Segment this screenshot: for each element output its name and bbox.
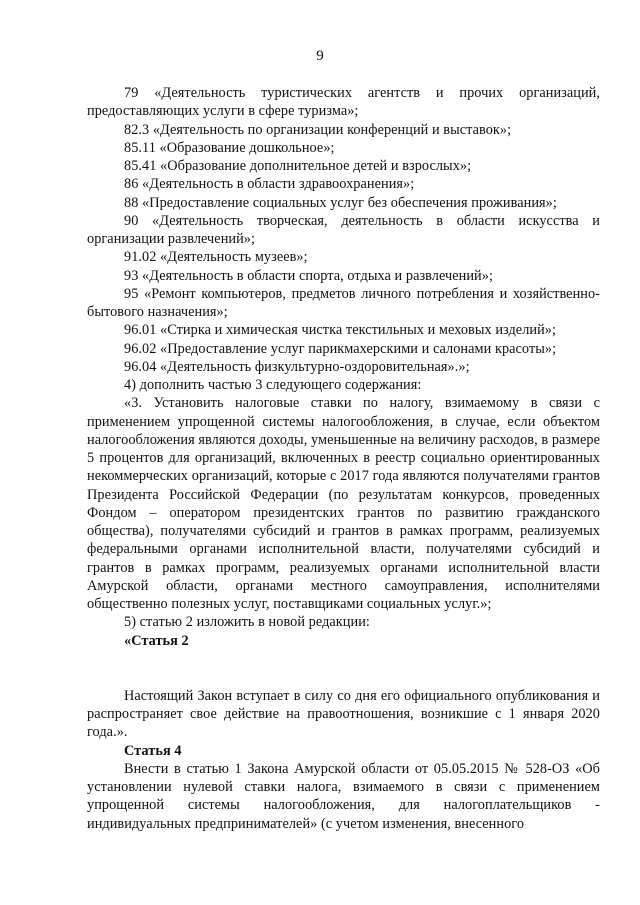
quoted-article-text: Настоящий Закон вступает в силу со дня его официального опубликования и распространяет свое действие на правоотношения, возникшие с 1 января 2020 года.».: [87, 687, 600, 741]
paragraph-okved-93: 93 «Деятельность в области спорта, отдыха и развлечений»;: [124, 267, 493, 284]
paragraph-okved-85-41: 85.41 «Образование дополнительное детей и взрослых»;: [124, 158, 472, 174]
paragraph-item-5: 5) статью 2 изложить в новой редакции:: [124, 614, 370, 631]
document-body: [87, 84, 600, 833]
paragraph-item-4: 4) дополнить частью 3 следующего содержания:: [124, 377, 422, 393]
paragraph-okved-95: 95 «Ремонт компьютеров, предметов личного потребления и хозяйственно-бытового назначения»;: [87, 285, 600, 320]
paragraph-okved-88: 88 «Предоставление социальных услуг без обеспечения проживания»;: [124, 194, 557, 211]
paragraph-okved-96-02: 96.02 «Предоставление услуг парикмахерскими и салонами красоты»;: [124, 340, 557, 357]
paragraph-okved-90: 90 «Деятельность творческая, деятельность в области искусства и организации развлечений»;: [87, 212, 600, 247]
article-4-text: Внести в статью 1 Закона Амурской области от 05.05.2015 № 528-ОЗ «Об установлении нулевой ставки налога, взимаемого в связи с применением упрощенной системы налогообложения, для налогоплательщиков - индивидуальных предпринимателей» (с учетом изменения, внесенного: [87, 760, 600, 832]
paragraph-okved-86: 86 «Деятельность в области здравоохранения»;: [124, 176, 415, 193]
paragraph-okved-82-3: 82.3 «Деятельность по организации конференций и выставок»;: [124, 121, 512, 138]
article-4-heading: Статья 4: [124, 742, 182, 759]
page-number: 9: [316, 48, 324, 64]
paragraph-okved-96-04: 96.04 «Деятельность физкультурно-оздоровительная».»;: [124, 358, 470, 375]
quoted-article-heading: «Статья 2: [124, 632, 189, 649]
paragraph-okved-85-11: 85.11 «Образование дошкольное»;: [124, 139, 335, 156]
paragraph-okved-91-02: 91.02 «Деятельность музеев»;: [124, 249, 308, 266]
paragraph-okved-79: 79 «Деятельность туристических агентств и прочих организаций, предоставляющих услуги в сфере туризма»;: [87, 85, 600, 120]
paragraph-part-3: «3. Установить налоговые ставки по налогу, взимаемому в связи с применением упрощенной системы налогообложения, в случае, если объектом налогообложения являются доходы, уменьшенные на величину расходов, в размере 5 процентов для организаций, включенных в реестр социально ориентированных некоммерческих организаций, которые с 2017 года являются получателями грантов Президента Российской Федерации (по результатам конкурсов, проведенных Фондом – оператором президентских грантов по развитию гражданского общества), получателями субсидий и грантов в рамках программ, реализуемых федеральными органами исполнительной власти, получателями субсидий и грантов в рамках программ, реализуемых органами исполнительной власти Амурской области, органами местного самоуправления, исполнителями общественно полезных услуг, поставщиками социальных услуг.»;: [87, 395, 600, 612]
paragraph-okved-96-01: 96.01 «Стирка и химическая чистка текстильных и меховых изделий»;: [124, 322, 556, 339]
